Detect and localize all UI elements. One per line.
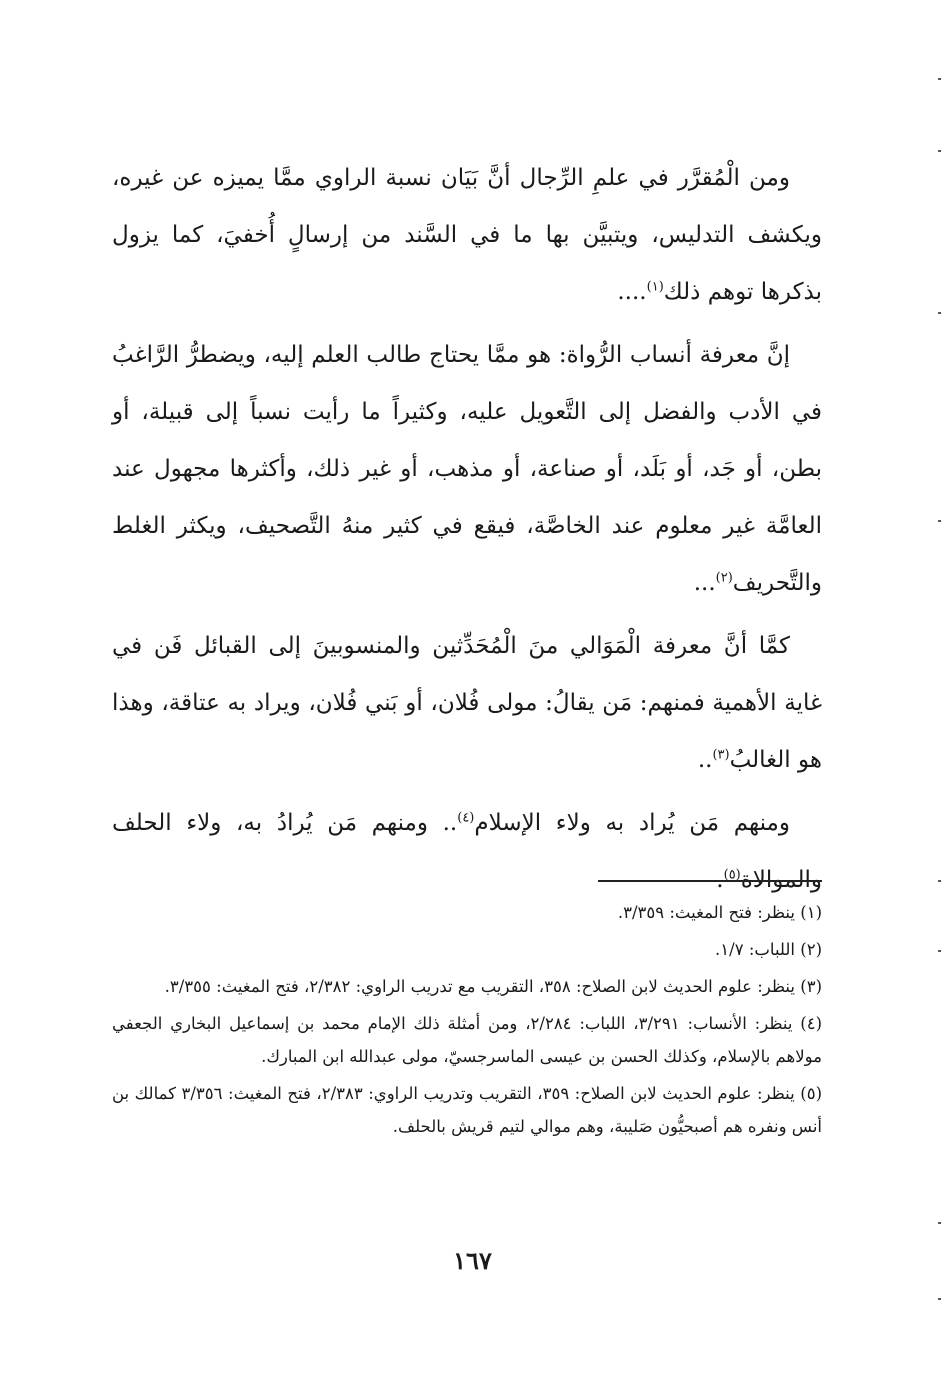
scan-mark: [938, 312, 941, 314]
footnote-ref-1[interactable]: (١): [646, 279, 664, 295]
scan-mark: [938, 150, 941, 152]
paragraph-2: إنَّ معرفة أنساب الرُّواة: هو ممَّا يحتاج طالب العلم إليه، ويضطرُّ الرَّاغبُ في الأدب والفضل إلى التَّعويل عليه، وكثيراً ما رأيت نسباً إلى قبيلة، أو بطن، أو جَد، أو بَلَد، أو صناعة، أو مذهب، أو غير ذلك، وأكثرها مجهول عند العامَّة غير معلوم عند الخاصَّة، فيقع في كثير منهُ التَّصحيف، ويكثر الغلط والتَّحريف$^{(٢)}$...: [112, 342, 822, 596]
scan-mark: [938, 880, 941, 882]
footnote-4: (٤) ينظر: الأنساب: ٣/٢٩١، اللباب: ٢/٢٨٤، ومن أمثلة ذلك الإمام محمد بن إسماعيل البخاري الجعفي مولاهم بالإسلام، وكذلك الحسن بن عيسى الماسرجسيّ، مولى عبدالله ابن المبارك.: [112, 1014, 822, 1066]
footnote-separator: [598, 880, 822, 882]
footnote-ref-4[interactable]: (٤): [457, 810, 475, 826]
scan-mark: [938, 1298, 941, 1300]
footnote-2: (٢) اللباب: ١/٧.: [715, 940, 822, 959]
scan-mark: [938, 950, 941, 952]
footnote-3: (٣) ينظر: علوم الحديث لابن الصلاح: ٣٥٨، التقريب مع تدريب الراوي: ٢/٣٨٢، فتح المغيث: ٣/٣٥٥.: [164, 977, 822, 996]
page-number: ١٦٧: [453, 1246, 492, 1275]
paragraph-1: ومن الْمُقرَّر في علمِ الرِّجال أنَّ بَيَان نسبة الراوي ممَّا يميزه عن غيره، ويكشف التدليس، ويتبيَّن بها ما في السَّند من إرسالٍ أُخفيَ، كما يزول بذكرها توهم ذلك$^{(١)}$....: [112, 165, 822, 305]
paragraph-4: ومنهم مَن يُراد به ولاء الإسلام$^{(٤)}$.. ومنهم مَن يُرادُ به، ولاء الحلف والموالاة$^{(٥)}$.: [112, 810, 822, 893]
paragraph-3: كمَّا أنَّ معرفة الْمَوَالي منَ الْمُحَدِّثين والمنسوبينَ إلى القبائل فَن في غاية الأهمية فمنهم: مَن يقالُ: مولى فُلان، أو بَني فُلان، ويراد به عتاقة، وهذا هو الغالبُ$^{(٣)}$..: [112, 633, 822, 773]
footnote-ref-3[interactable]: (٣): [712, 747, 730, 763]
footnote-ref-5[interactable]: (٥): [723, 867, 741, 883]
footnotes: [112, 896, 822, 1147]
scan-mark: [938, 520, 941, 522]
main-text: [112, 150, 822, 915]
footnote-1: (١) ينظر: فتح المغيث: ٣/٣٥٩.: [617, 903, 822, 922]
footnote-5: (٥) ينظر: علوم الحديث لابن الصلاح: ٣٥٩، التقريب وتدريب الراوي: ٢/٣٨٣، فتح المغيث: ٣/٣٥٦ كمالك بن أنس ونفره هم أصبحيُّون صَليبة، وهم موالي لتيم قريش بالحلف.: [112, 1084, 822, 1136]
scan-mark: [938, 1222, 941, 1224]
scan-mark: [938, 78, 941, 80]
footnote-ref-2[interactable]: (٢): [715, 570, 733, 586]
